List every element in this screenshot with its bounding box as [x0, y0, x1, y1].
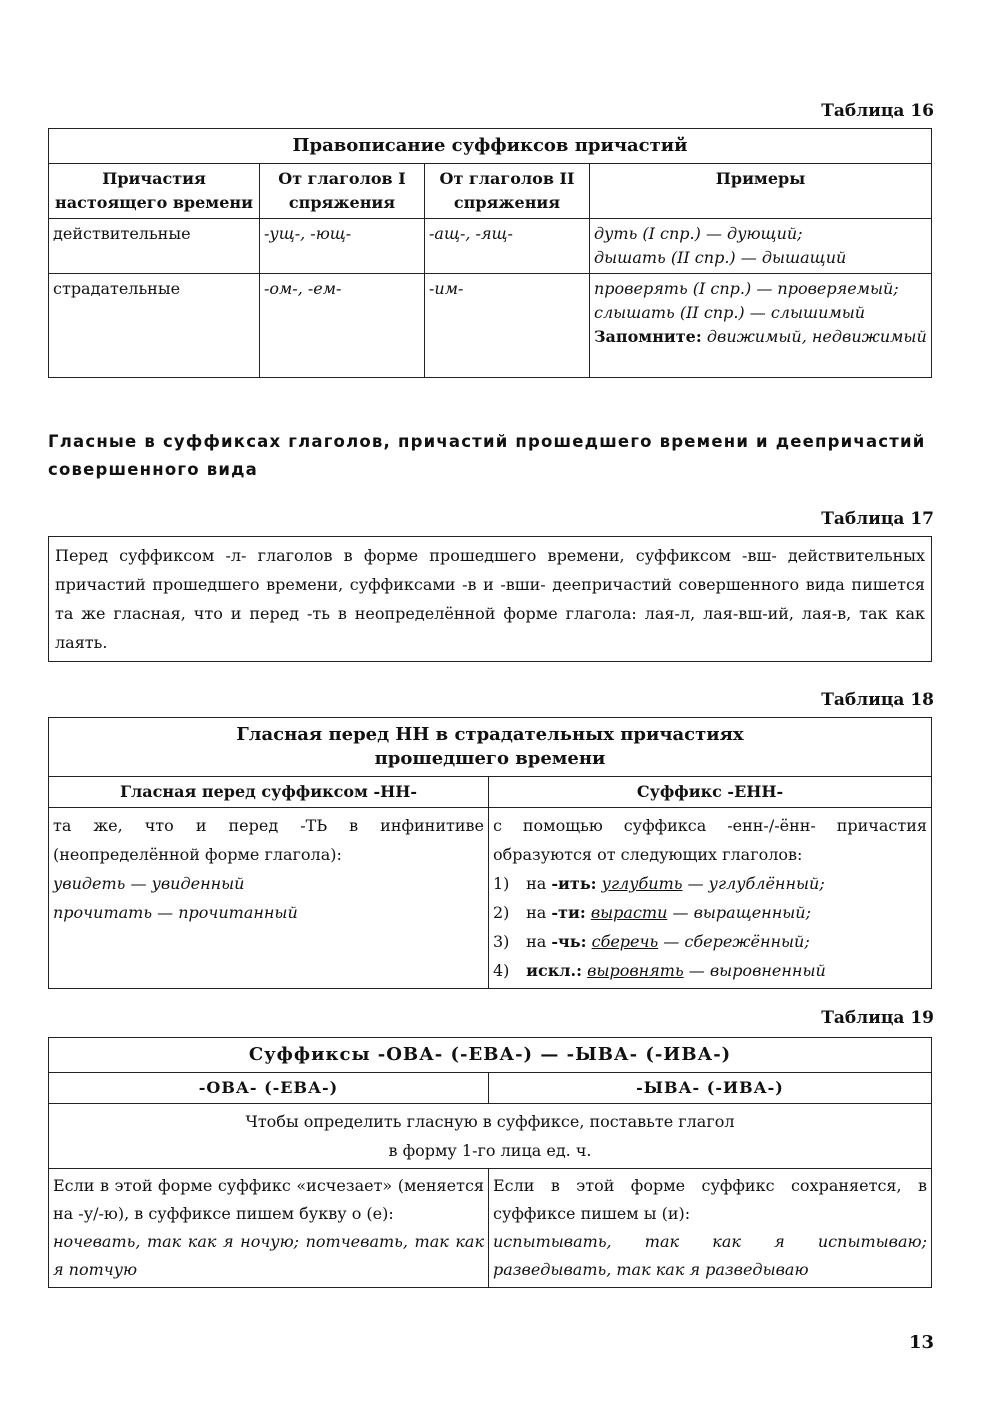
table-19-header-right: -ЫВА- (-ИВА-) [489, 1073, 932, 1104]
example-line: дышать (II спр.) — дышащий [594, 248, 847, 267]
table-18-title: Гласная перед НН в страдательных причастиях [236, 724, 744, 745]
table-18-header-left: Гласная перед суффиксом -НН- [49, 777, 489, 808]
table-18-title: прошедшего времени [374, 748, 606, 769]
table-19-title: Суффиксы -ОВА- (-ЕВА-) — -ЫВА- (-ИВА-) [49, 1038, 932, 1073]
suffix-conj2: -им- [429, 279, 464, 298]
table-16-header-conj1: От глаголов I спряжения [260, 164, 425, 219]
list-item: 3) на -чь: сберечь — сбережённый; [493, 932, 810, 951]
table-16-header-examples: Примеры [590, 164, 932, 219]
example-line: проверять (I спр.) — проверяемый; [594, 279, 899, 298]
table-row [49, 219, 932, 274]
suffix-conj2: -ащ-, -ящ- [429, 224, 513, 243]
suffix-conj1: -ущ-, -ющ- [264, 224, 352, 243]
table-16-header-conj2: От глаголов II спряжения [425, 164, 590, 219]
example-line: прочитать — прочитанный [53, 903, 298, 922]
table-16-header-type: Причастия настоящего времени [49, 164, 260, 219]
table-19 [48, 1037, 932, 1288]
participle-type: страдательные [49, 274, 260, 378]
vowel-rule-text: та же, что и перед -ТЬ в инфинитиве (неопределённой форме глагола): [53, 816, 484, 864]
suffix-conj1: -ом-, -ем- [264, 279, 342, 298]
table-18 [48, 717, 932, 989]
participle-type: действительные [49, 219, 260, 274]
table-18-header-right: Суффикс -ЕНН- [489, 777, 932, 808]
page-number: 13 [908, 1332, 934, 1353]
table-16-title: Правописание суффиксов причастий [49, 129, 932, 164]
table-19-header-left: -ОВА- (-ЕВА-) [49, 1073, 489, 1104]
table-row [49, 274, 932, 378]
rule-line: в форму 1-го лица ед. ч. [388, 1141, 592, 1160]
example-line: дуть (I спр.) — дующий; [594, 224, 803, 243]
table-19-label: Таблица 19 [821, 1008, 934, 1028]
table-17-label: Таблица 17 [821, 509, 934, 529]
table-16 [48, 128, 932, 378]
enn-rule-intro: с помощью суффикса -енн-/-ённ- причастия образуются от следующих глаголов: [493, 816, 927, 864]
yva-rule-text: Если в этой форме суффикс сохраняется, в суффиксе пишем ы (и): [493, 1176, 927, 1223]
list-item: 1) на -ить: углубить — углублённый; [493, 874, 825, 893]
yva-example: испытывать, так как я испытываю; разведывать, так как я разведываю [493, 1232, 927, 1279]
remember-words: движимый, недвижимый [706, 327, 927, 346]
table-18-label: Таблица 18 [821, 690, 934, 710]
remember-label: Запомните: [594, 327, 702, 346]
section-heading: Гласные в суффиксах глаголов, причастий прошедшего времени и деепричастий совершенного вида [48, 432, 926, 479]
list-item: 4) искл.: выровнять — выровненный [493, 961, 826, 980]
table-16-label: Таблица 16 [821, 101, 934, 121]
example-line: увидеть — увиденный [53, 874, 245, 893]
list-item: 2) на -ти: вырасти — выращенный; [493, 903, 811, 922]
ova-example: ночевать, так как я ночую; потчевать, так как я потчую [53, 1232, 484, 1279]
ova-rule-text: Если в этой форме суффикс «исчезает» (меняется на -у/-ю), в суффиксе пишем букву о (е): [53, 1176, 484, 1223]
rule-line: Чтобы определить гласную в суффиксе, поставьте глагол [245, 1112, 735, 1131]
table-17-box: Перед суффиксом -л- глаголов в форме прошедшего времени, суффиксом -вш- действительных причастий прошедшего времени, суффиксами -в и -вши- деепричастий совершенного вида пишется та же гласная, что и перед -ть в неопределённой форме глагола: лая-л, лая-вш-ий, лая-в, так как лаять. [48, 536, 932, 662]
example-line: слышать (II спр.) — слышимый [594, 303, 866, 322]
